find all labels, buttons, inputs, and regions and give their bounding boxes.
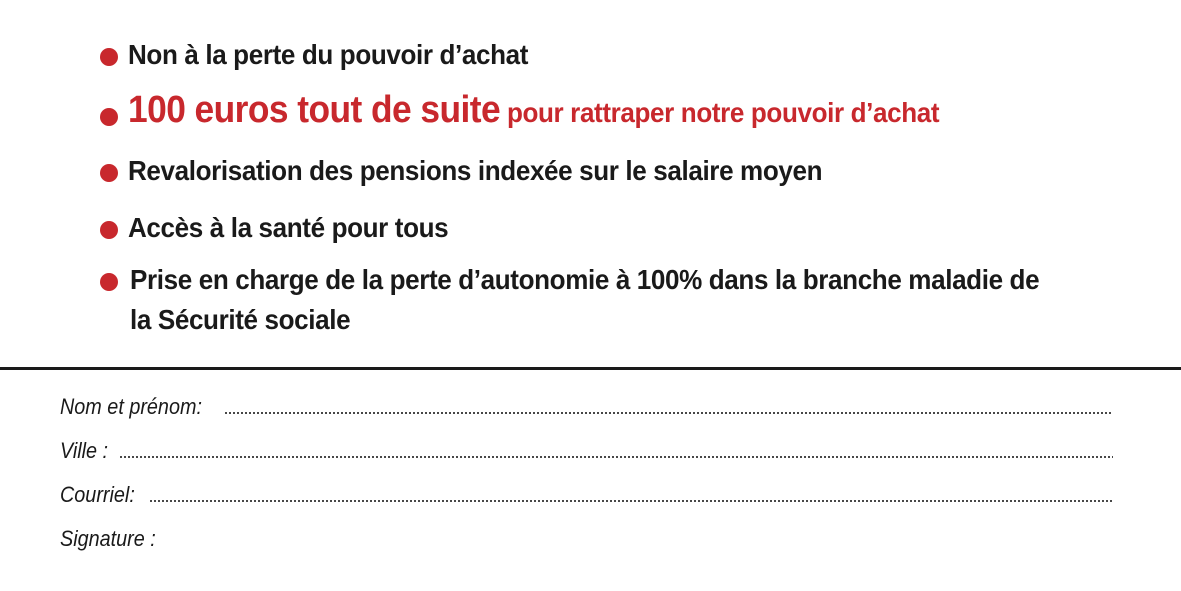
ville-label: Ville :	[60, 438, 109, 463]
bullet-text: Accès à la santé pour tous	[128, 212, 449, 243]
nom-dotted-line[interactable]	[224, 412, 1113, 414]
bullet-item	[100, 151, 874, 191]
ville-dotted-line[interactable]	[119, 456, 1113, 458]
bullet-dot-icon	[100, 108, 118, 126]
bullet-dot-icon	[100, 164, 118, 182]
bullet-dot-icon	[100, 273, 118, 291]
bullet-item	[100, 260, 1130, 340]
courriel-field[interactable]	[60, 478, 1113, 508]
courriel-dotted-line[interactable]	[149, 500, 1113, 502]
bullet-dot-icon	[100, 221, 118, 239]
courriel-label: Courriel:	[60, 482, 135, 507]
bullet-text: Prise en charge de la perte d’autonomie à 100% dans la branche maladie de la Sécurité sociale	[130, 264, 1040, 335]
nom-field[interactable]	[60, 390, 1113, 420]
bullet-item	[100, 208, 472, 248]
bullet-text: Revalorisation des pensions indexée sur le salaire moyen	[128, 155, 823, 186]
signature-field[interactable]	[60, 522, 1113, 552]
bullet-text	[128, 88, 939, 135]
bullet-item	[100, 88, 1000, 135]
bullet-highlight: 100 euros tout de suite	[128, 89, 501, 131]
bullet-dot-icon	[100, 48, 118, 66]
section-divider	[0, 367, 1181, 370]
bullet-highlight-rest: pour rattraper notre pouvoir d’achat	[500, 97, 940, 128]
signature-label: Signature :	[60, 526, 156, 551]
nom-label: Nom et prénom:	[60, 394, 202, 419]
bullet-text: Non à la perte du pouvoir d’achat	[128, 39, 529, 70]
ville-field[interactable]	[60, 434, 1113, 464]
bullet-item	[100, 35, 558, 75]
